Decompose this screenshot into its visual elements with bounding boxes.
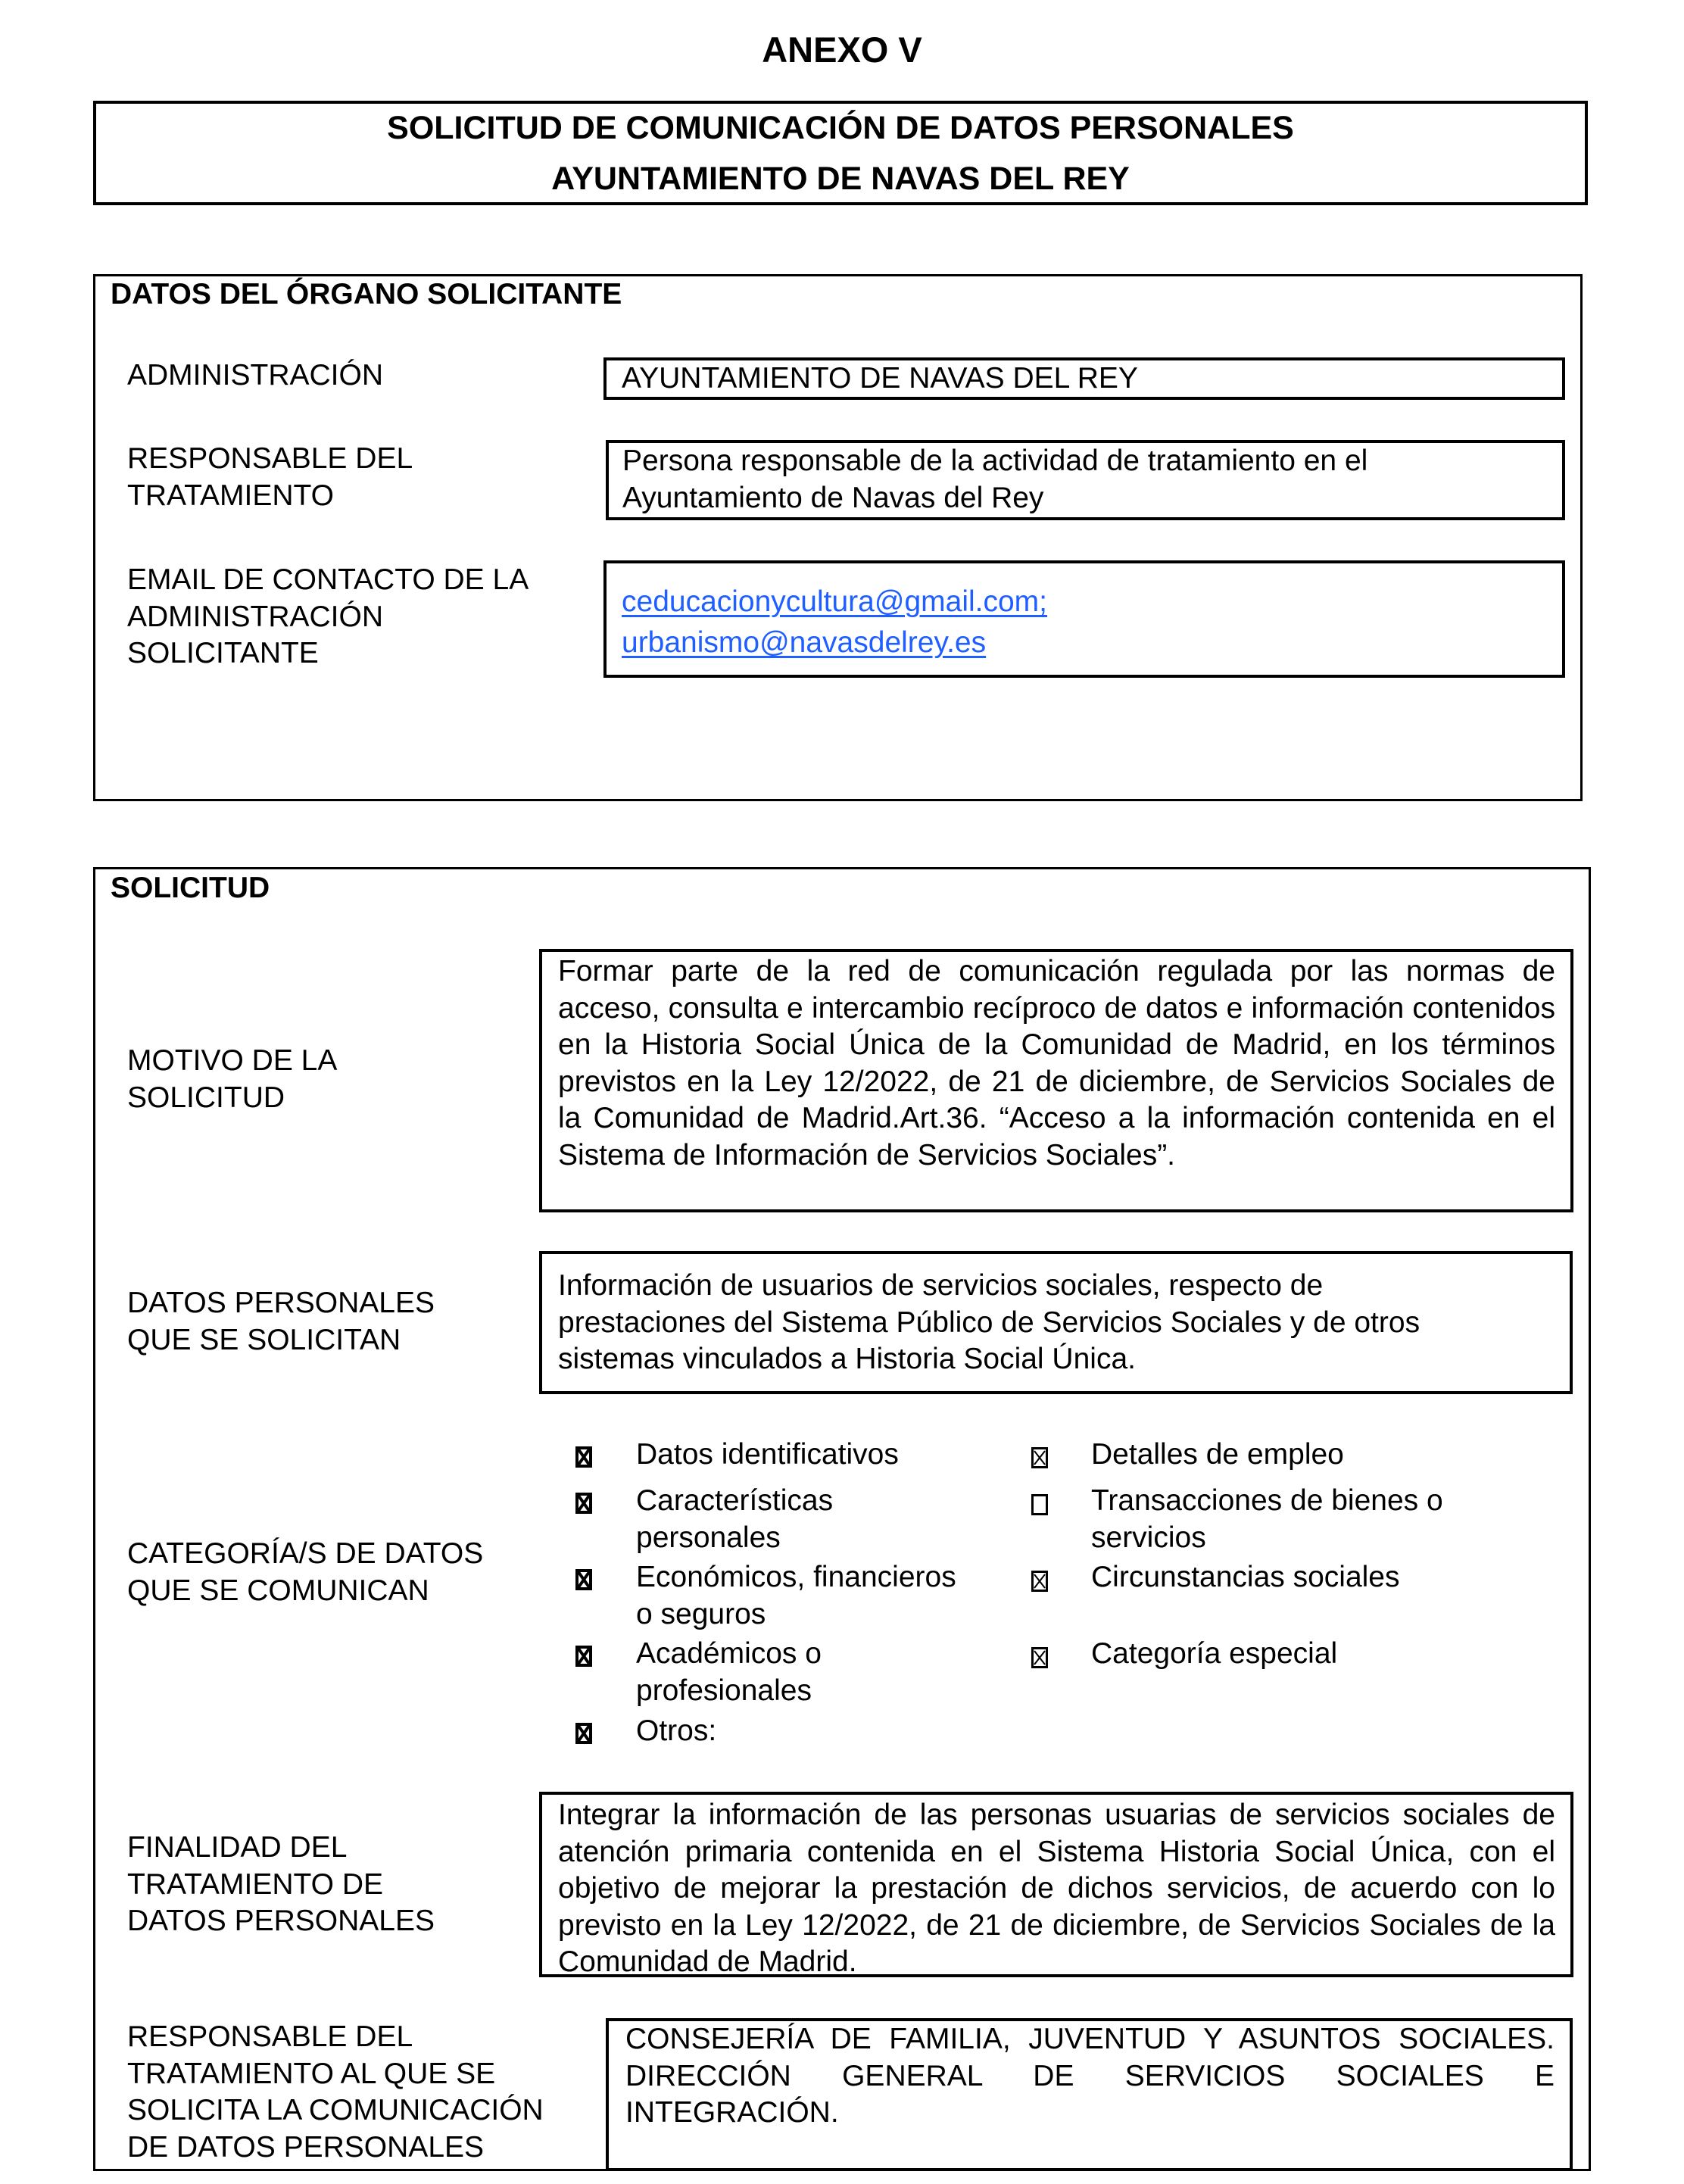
unchecked-box-icon (1031, 1494, 1048, 1515)
motivo-label-line: MOTIVO DE LA (127, 1044, 338, 1077)
datos-value-line: Información de usuarios de servicios sociales, respecto de (558, 1269, 1324, 1302)
responsable-value (622, 443, 1367, 516)
responsable-field[interactable] (606, 440, 1565, 520)
motivo-label (127, 1043, 337, 1116)
responsable-destino-label-line: DE DATOS PERSONALES (127, 2130, 485, 2164)
categoria-text: Otros: (636, 1714, 717, 1747)
checkbox-datos-identificativos[interactable] (575, 1446, 592, 1468)
categoria-text: Económicos, financieros (636, 1561, 956, 1593)
responsable-destino-label-line: SOLICITA LA COMUNICACIÓN (127, 2094, 544, 2126)
datos-label-line: DATOS PERSONALES (127, 1287, 435, 1319)
document-title-line1: SOLICITUD DE COMUNICACIÓN DE DATOS PERSONALES (387, 110, 1294, 146)
categoria-academicos (636, 1636, 822, 1709)
finalidad-field[interactable] (539, 1792, 1573, 1977)
datos-field[interactable] (539, 1251, 1573, 1394)
finalidad-value: Integrar la información de las personas usuarias de servicios sociales de atención primaria contenida en el Sistema Historia Social Única, con el objetivo de mejorar la prestación de dichos servicios, de acuerdo con lo previsto en la Ley 12/2022, de 21 de diciembre, de Servicios Sociales de la Comunidad de Madrid. (558, 1799, 1555, 1978)
checked-box-heavy-icon (575, 1446, 592, 1468)
responsable-destino-value: CONSEJERÍA DE FAMILIA, JUVENTUD Y ASUNTOS SOCIALES. DIRECCIÓN GENERAL DE SERVICIOS SOCIALES E INTEGRACIÓN. (625, 2023, 1555, 2129)
checked-box-heavy-icon (575, 1493, 592, 1514)
categoria-text: personales (636, 1521, 781, 1554)
checked-box-icon (1031, 1647, 1048, 1668)
responsable-destino-label-line: TRATAMIENTO AL QUE SE (127, 2057, 496, 2090)
email-label-line: EMAIL DE CONTACTO DE LA (127, 563, 529, 596)
email-label-line: SOLICITANTE (127, 637, 319, 669)
responsable-label-line: TRATAMIENTO (127, 479, 334, 512)
categoria-text: Académicos o (636, 1637, 822, 1670)
categoria-transacciones (1091, 1483, 1443, 1556)
checked-box-icon (1031, 1447, 1048, 1468)
motivo-label-line: SOLICITUD (127, 1081, 285, 1114)
finalidad-label-line: TRATAMIENTO DE (127, 1867, 384, 1901)
email-label (127, 562, 529, 672)
categoria-text: Categoría especial (1091, 1637, 1338, 1670)
responsable-destino-label-line: RESPONSABLE DEL (127, 2020, 413, 2053)
email-field[interactable] (603, 560, 1565, 678)
finalidad-label-line: FINALIDAD DEL (127, 1831, 348, 1864)
datos-value-line: prestaciones del Sistema Público de Servicios Sociales y de otros (558, 1306, 1420, 1339)
categorias-label-line: CATEGORÍA/S DE DATOS (127, 1537, 484, 1570)
checkbox-categoria-especial[interactable] (1031, 1647, 1048, 1668)
checkbox-otros[interactable] (575, 1723, 592, 1744)
responsable-value-line: Persona responsable de la actividad de tratamiento en el (622, 445, 1368, 477)
checkbox-circunstancias-sociales[interactable] (1031, 1571, 1048, 1592)
checkbox-economicos[interactable] (575, 1569, 592, 1590)
categorias-label-line: QUE SE COMUNICAN (127, 1574, 429, 1607)
checked-box-heavy-icon (575, 1569, 592, 1590)
responsable-destino-field[interactable] (606, 2018, 1573, 2171)
categoria-text: Datos identificativos (636, 1438, 899, 1471)
checkbox-detalles-empleo[interactable] (1031, 1447, 1048, 1468)
responsable-value-line: Ayuntamiento de Navas del Rey (622, 481, 1044, 514)
administracion-value: AYUNTAMIENTO DE NAVAS DEL REY (622, 362, 1138, 395)
organo-section-header: DATOS DEL ÓRGANO SOLICITANTE (111, 278, 622, 310)
categoria-text: Características (636, 1484, 834, 1517)
responsable-label (127, 441, 413, 514)
datos-label-line: QUE SE SOLICITAN (127, 1323, 401, 1356)
categorias-label (127, 1536, 483, 1609)
checkbox-caracteristicas-personales[interactable] (575, 1493, 592, 1514)
finalidad-label-line: DATOS PERSONALES (127, 1905, 435, 1937)
organo-section (93, 274, 1583, 801)
categoria-datos-identificativos (636, 1437, 899, 1474)
motivo-field[interactable] (539, 949, 1573, 1212)
categoria-text: servicios (1091, 1521, 1206, 1554)
datos-value (558, 1268, 1420, 1378)
responsable-destino-label (127, 2019, 544, 2166)
email-links (622, 582, 1047, 663)
categoria-caracteristicas-personales (636, 1483, 833, 1556)
responsable-label-line: RESPONSABLE DEL (127, 442, 413, 475)
categoria-text: Detalles de empleo (1091, 1438, 1344, 1471)
categoria-text: o seguros (636, 1597, 766, 1630)
finalidad-label (127, 1830, 435, 1940)
checked-box-icon (1031, 1571, 1048, 1592)
checkbox-academicos[interactable] (575, 1646, 592, 1667)
email-link-educacion[interactable]: ceducacionycultura@gmail.com; (622, 585, 1047, 618)
administracion-label: ADMINISTRACIÓN (127, 359, 384, 392)
categoria-detalles-empleo (1091, 1437, 1344, 1474)
motivo-value: Formar parte de la red de comunicación regulada por las normas de acceso, consulta e intercambio recíproco de datos e información contenidos en la Historia Social Única de la Comunidad de Madrid, en los términos previstos en la Ley 12/2022, de 21 de diciembre, de Servicios Sociales de la Comunidad de Madrid.Art.36. “Acceso a la información contenida en el Sistema de Información de Servicios Sociales”. (558, 955, 1555, 1172)
email-link-urbanismo[interactable]: urbanismo@navasdelrey.es (622, 626, 987, 659)
document-title-line2: AYUNTAMIENTO DE NAVAS DEL REY (551, 161, 1130, 197)
checkbox-transacciones[interactable] (1031, 1494, 1048, 1515)
categoria-circunstancias-sociales (1091, 1559, 1400, 1596)
administracion-field[interactable] (603, 357, 1565, 400)
categoria-otros (636, 1713, 716, 1750)
checked-box-heavy-icon (575, 1723, 592, 1744)
categoria-economicos (636, 1559, 956, 1633)
email-label-line: ADMINISTRACIÓN (127, 600, 384, 633)
solicitud-section-header: SOLICITUD (111, 872, 270, 904)
categoria-especial (1091, 1636, 1337, 1673)
checked-box-heavy-icon (575, 1646, 592, 1667)
categoria-text: Circunstancias sociales (1091, 1561, 1400, 1593)
annex-title: ANEXO V (762, 30, 922, 70)
categoria-text: profesionales (636, 1674, 812, 1707)
document-title-box (93, 101, 1588, 205)
datos-label (127, 1285, 435, 1359)
categoria-text: Transacciones de bienes o (1091, 1484, 1443, 1517)
datos-value-line: sistemas vinculados a Historia Social Única. (558, 1343, 1136, 1375)
